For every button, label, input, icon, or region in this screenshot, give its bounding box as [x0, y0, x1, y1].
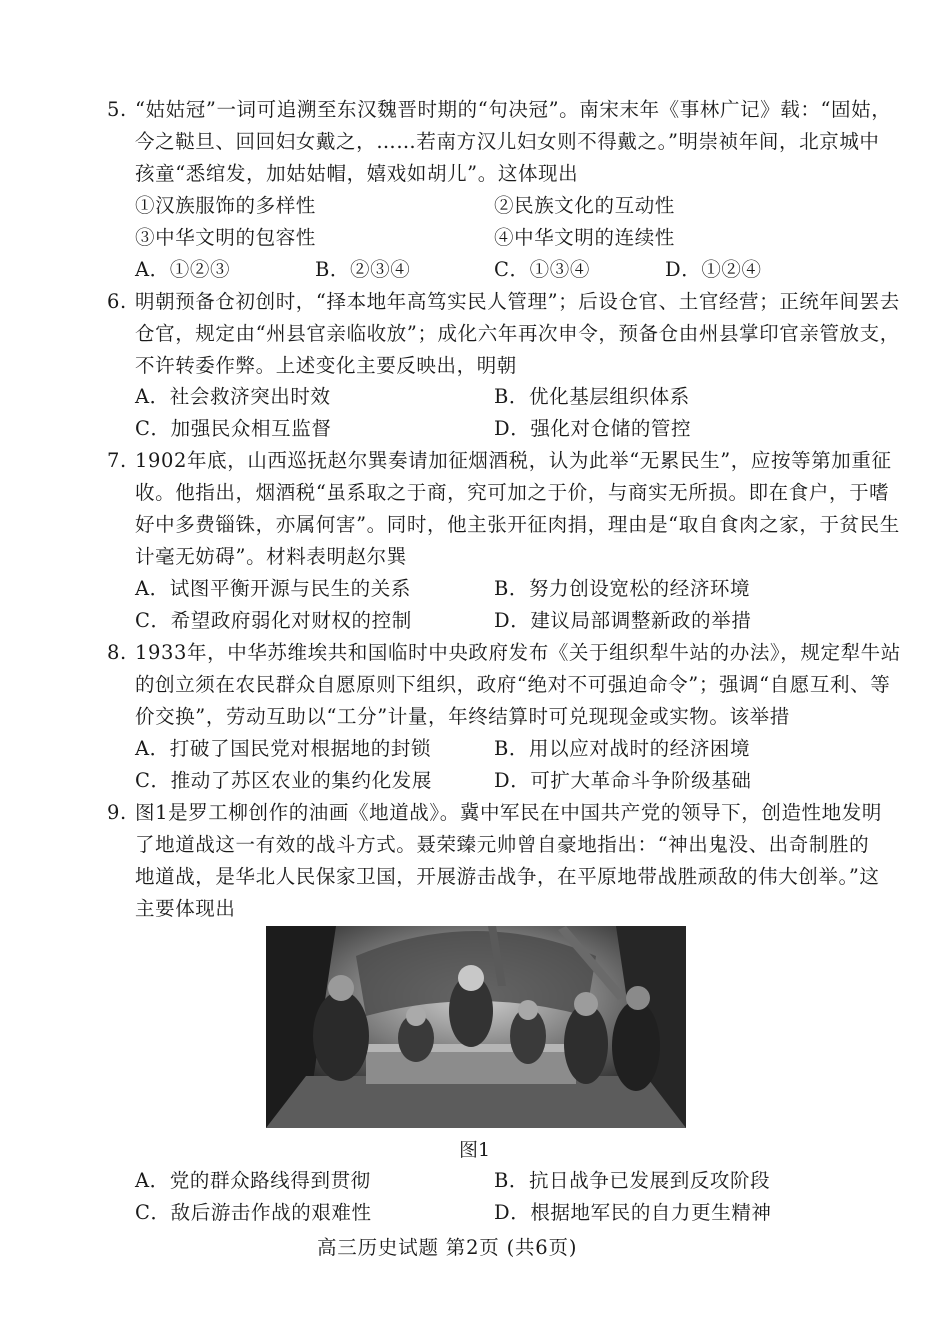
- option-d: D．①②④: [665, 258, 762, 281]
- option-b: B．用以应对战时的经济困境: [494, 737, 751, 760]
- statement-item: ①汉族服饰的多样性: [135, 194, 316, 217]
- question-text-line: 1902年底，山西巡抚赵尔巽奏请加征烟酒税，认为此举“无累民生”，应按等第加重征: [135, 449, 892, 472]
- question-text-line: 明朝预备仓初创时，“择本地年高笃实民人管理”；后设仓官、土官经营；正统年间罢去: [135, 290, 900, 313]
- page-footer: 高三历史试题 第2页 (共6页): [317, 1236, 578, 1259]
- question-text-line: 今之鞑旦、回回妇女戴之，……若南方汉儿妇女则不得戴之。”明崇祯年间，北京城中: [135, 130, 880, 153]
- question-number: 5.: [107, 98, 127, 121]
- option-d: D．强化对仓储的管控: [494, 417, 692, 440]
- question-text-line: 了地道战这一有效的战斗方式。聂荣臻元帅曾自豪地指出：“神出鬼没、出奇制胜的: [135, 833, 870, 856]
- question-text-line: 收。他指出，烟酒税“虽系取之于商，究可加之于价，与商实无所损。即在食户，于嗜: [135, 481, 890, 504]
- question-number: 6.: [107, 290, 127, 313]
- question-text-line: 不许转委作弊。上述变化主要反映出，明朝: [135, 354, 517, 377]
- question-number: 7.: [107, 449, 127, 472]
- question-text-line: 1933年，中华苏维埃共和国临时中央政府发布《关于组织犁牛站的办法》，规定犁牛站: [135, 641, 901, 664]
- question-text-line: 的创立须在农民群众自愿原则下组织，政府“绝对不可强迫命令”；强调“自愿互利、等: [135, 673, 891, 696]
- question-number: 8.: [107, 641, 127, 664]
- figure-caption: 图1: [459, 1139, 491, 1161]
- option-c: C．①③④: [494, 258, 590, 281]
- option-c: C．推动了苏区农业的集约化发展: [135, 769, 432, 792]
- question-text-line: 孩童“悉绾发，加姑姑帽，嬉戏如胡儿”。这体现出: [135, 162, 579, 185]
- option-d: D．建议局部调整新政的举措: [494, 609, 752, 632]
- painting-image: [266, 926, 686, 1128]
- statement-item: ②民族文化的互动性: [494, 194, 675, 217]
- option-a: A．社会救济突出时效: [135, 385, 331, 408]
- question-text-line: 计毫无妨碍”。材料表明赵尔巽: [135, 545, 407, 568]
- option-d: D．根据地军民的自力更生精神: [494, 1201, 772, 1224]
- question-text-line: 主要体现出: [135, 897, 236, 920]
- oil-painting-figure: [266, 926, 686, 1128]
- question-text-line: 图1是罗工柳创作的油画《地道战》。冀中军民在中国共产党的领导下，创造性地发明: [135, 801, 882, 824]
- option-b: B．抗日战争已发展到反攻阶段: [494, 1169, 771, 1192]
- option-a: A．①②③: [135, 258, 231, 281]
- option-c: C．加强民众相互监督: [135, 417, 332, 440]
- statement-item: ④中华文明的连续性: [494, 226, 675, 249]
- statement-item: ③中华文明的包容性: [135, 226, 316, 249]
- question-text-line: “姑姑冠”一词可追溯至东汉魏晋时期的“句决冠”。南宋末年《事林广记》载：“固姑，: [135, 98, 892, 121]
- option-a: A．党的群众路线得到贯彻: [135, 1169, 371, 1192]
- option-a: A．试图平衡开源与民生的关系: [135, 577, 411, 600]
- option-c: C．敌后游击作战的艰难性: [135, 1201, 372, 1224]
- question-text-line: 仓官，规定由“州县官亲临收放”；成化六年再次申令，预备仓由州县掌印官亲管放支，: [135, 322, 900, 345]
- question-text-line: 价交换”，劳动互助以“工分”计量，年终结算时可兑现现金或实物。该举措: [135, 705, 790, 728]
- option-b: B．②③④: [315, 258, 411, 281]
- option-a: A．打破了国民党对根据地的封锁: [135, 737, 432, 760]
- question-number: 9.: [107, 801, 127, 824]
- question-text-line: 地道战，是华北人民保家卫国，开展游击战争，在平原地带战胜顽敌的伟大创举。”这: [135, 865, 880, 888]
- option-c: C．希望政府弱化对财权的控制: [135, 609, 412, 632]
- option-b: B．努力创设宽松的经济环境: [494, 577, 751, 600]
- option-b: B．优化基层组织体系: [494, 385, 690, 408]
- question-text-line: 好中多费锱铢，亦属何害”。同时，他主张开征肉捐，理由是“取自食肉之家，于贫民生: [135, 513, 900, 536]
- option-d: D．可扩大革命斗争阶级基础: [494, 769, 752, 792]
